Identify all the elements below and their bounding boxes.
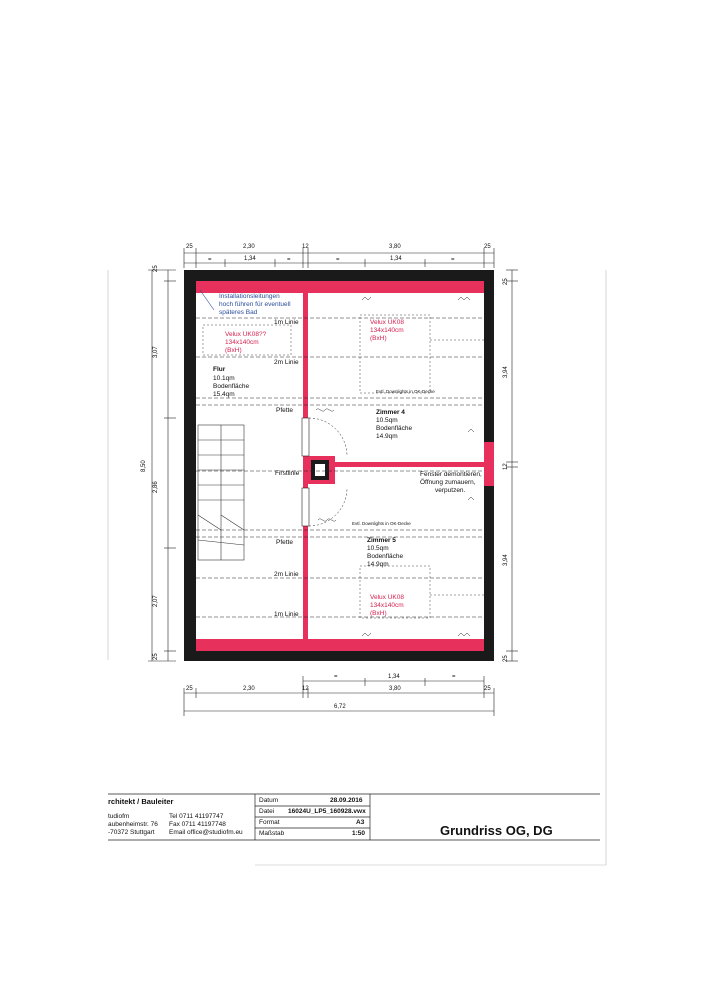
architect-heading: rchitekt / Bauleiter (108, 797, 174, 806)
line-2m-top-label: 2m Linie (274, 359, 299, 366)
dim-left-25: 25 (153, 265, 159, 272)
field-massstab-value: 1:50 (352, 830, 366, 837)
downlights-note-top: Evtl. Downlights in OK-Decke (376, 389, 435, 394)
dim-top-230: 2,30 (243, 244, 255, 250)
address-line2: aubenheimstr. 76 (108, 821, 158, 828)
contact-fax: Fax 0711 41197748 (169, 821, 226, 828)
pfette-top-label: Pfette (276, 407, 293, 414)
dim-bottom-25-left: 25 (186, 686, 193, 692)
line-2m-bottom-label: 2m Linie (274, 571, 299, 578)
velux-z4-line2: 134x140cm (370, 327, 404, 334)
field-datei-value: 16024U_LP5_160928.vwx (288, 808, 366, 815)
field-format-key: Format (259, 819, 280, 826)
installation-note-line2: hoch führen für eventuell (219, 301, 291, 308)
dim-top-eq: = (287, 257, 291, 263)
velux-flur-line3: (BxH) (225, 347, 242, 354)
pink-strip-top (196, 281, 484, 293)
downlights-note-bottom: Evtl. Downlights in OK-Decke (352, 521, 411, 526)
dim-bottom-25-right: 25 (484, 686, 491, 692)
firstlinie-label: Firstlinie (275, 470, 300, 477)
velux-z4-line3: (BxH) (370, 335, 387, 342)
window-note-line1: Fenster demontieren, (420, 471, 482, 478)
dim-top-eq: = (451, 257, 455, 263)
room-zimmer4-name: Zimmer 4 (376, 409, 405, 416)
dim-top-25-left: 25 (186, 244, 193, 250)
line-1m-bottom-label: 1m Linie (274, 611, 299, 618)
room-zimmer5-name: Zimmer 5 (367, 537, 396, 544)
dim-right-394: 3,94 (503, 366, 509, 378)
pfette-bottom-label: Pfette (276, 539, 293, 546)
dim-top-134: 1,34 (390, 256, 402, 262)
address-line3: -70372 Stuttgart (108, 829, 155, 836)
window-note-line2: Öffnung zumauern, (420, 479, 476, 486)
dim-left-286: 2,86 (153, 481, 159, 493)
dim-bottom-134: 1,34 (388, 674, 400, 680)
dim-top-12: 12 (302, 244, 309, 250)
line-1m-top-label: 1m Linie (274, 319, 299, 326)
room-flur-area: 10.1qm (213, 375, 235, 382)
dim-top-380: 3,80 (389, 244, 401, 250)
dim-right-394: 3,94 (503, 554, 509, 566)
dim-top-eq: = (208, 257, 212, 263)
room-zimmer5-area: 10.5qm (367, 545, 389, 552)
field-datei-key: Datei (259, 808, 275, 815)
dim-left-307: 3,07 (153, 346, 159, 358)
door-zimmer4 (302, 418, 309, 456)
dim-bottom-12: 12 (302, 686, 309, 692)
room-zimmer4-floor-label: Bodenfläche (376, 425, 413, 432)
contact-tel: Tel 0711 41197747 (169, 813, 224, 820)
velux-z5-line3: (BxH) (370, 610, 387, 617)
dim-bottom-eq: = (334, 674, 338, 680)
dim-right-12: 12 (503, 463, 509, 470)
installation-note-line1: Installationsleitungen (219, 293, 280, 300)
room-zimmer5-floor: 14.9qm (367, 561, 389, 568)
room-zimmer4-floor: 14.9qm (376, 433, 398, 440)
dim-bottom-eq: = (452, 674, 456, 680)
room-flur-name: Flur (213, 366, 226, 373)
velux-flur-line2: 134x140cm (225, 339, 259, 346)
drawing-title: Grundriss OG, DG (440, 823, 553, 838)
field-massstab-key: Maßstab (259, 830, 285, 837)
field-datum-value: 28.09.2016 (330, 797, 363, 804)
velux-z4-line1: Velux UK08 (370, 319, 404, 326)
contact-email: Email office@studiofm.eu (169, 829, 243, 836)
installation-note-line3: späteres Bad (219, 309, 258, 316)
field-format-value: A3 (356, 819, 365, 826)
dim-left-total: 8,50 (141, 460, 147, 472)
address-line1: tudiofm (108, 813, 130, 820)
dim-top-134: 1,34 (244, 256, 256, 262)
dim-top-25-right: 25 (484, 244, 491, 250)
dim-bottom-230: 2,30 (243, 686, 255, 692)
velux-z5-line2: 134x140cm (370, 602, 404, 609)
dim-top-eq: = (336, 257, 340, 263)
dim-bottom-380: 3,80 (389, 686, 401, 692)
room-flur-floor: 15.4qm (213, 391, 235, 398)
room-zimmer5-floor-label: Bodenfläche (367, 553, 404, 560)
door-zimmer5 (302, 488, 309, 526)
dim-bottom-total: 6,72 (334, 704, 346, 710)
field-datum-key: Datum (259, 797, 279, 804)
pink-strip-bottom (196, 639, 484, 651)
window-note-line3: verputzen. (435, 487, 466, 494)
velux-z5-line1: Velux UK08 (370, 594, 404, 601)
room-zimmer4-area: 10.5qm (376, 417, 398, 424)
dim-left-25: 25 (153, 653, 159, 660)
chimney-flue (315, 464, 325, 476)
room-flur-floor-label: Bodenfläche (213, 383, 250, 390)
dim-right-25: 25 (503, 655, 509, 662)
velux-flur-line1: Velux UK08?? (225, 331, 267, 338)
removed-window-patch (484, 442, 494, 486)
dim-right-25: 25 (503, 278, 509, 285)
dim-left-207: 2,07 (153, 595, 159, 607)
